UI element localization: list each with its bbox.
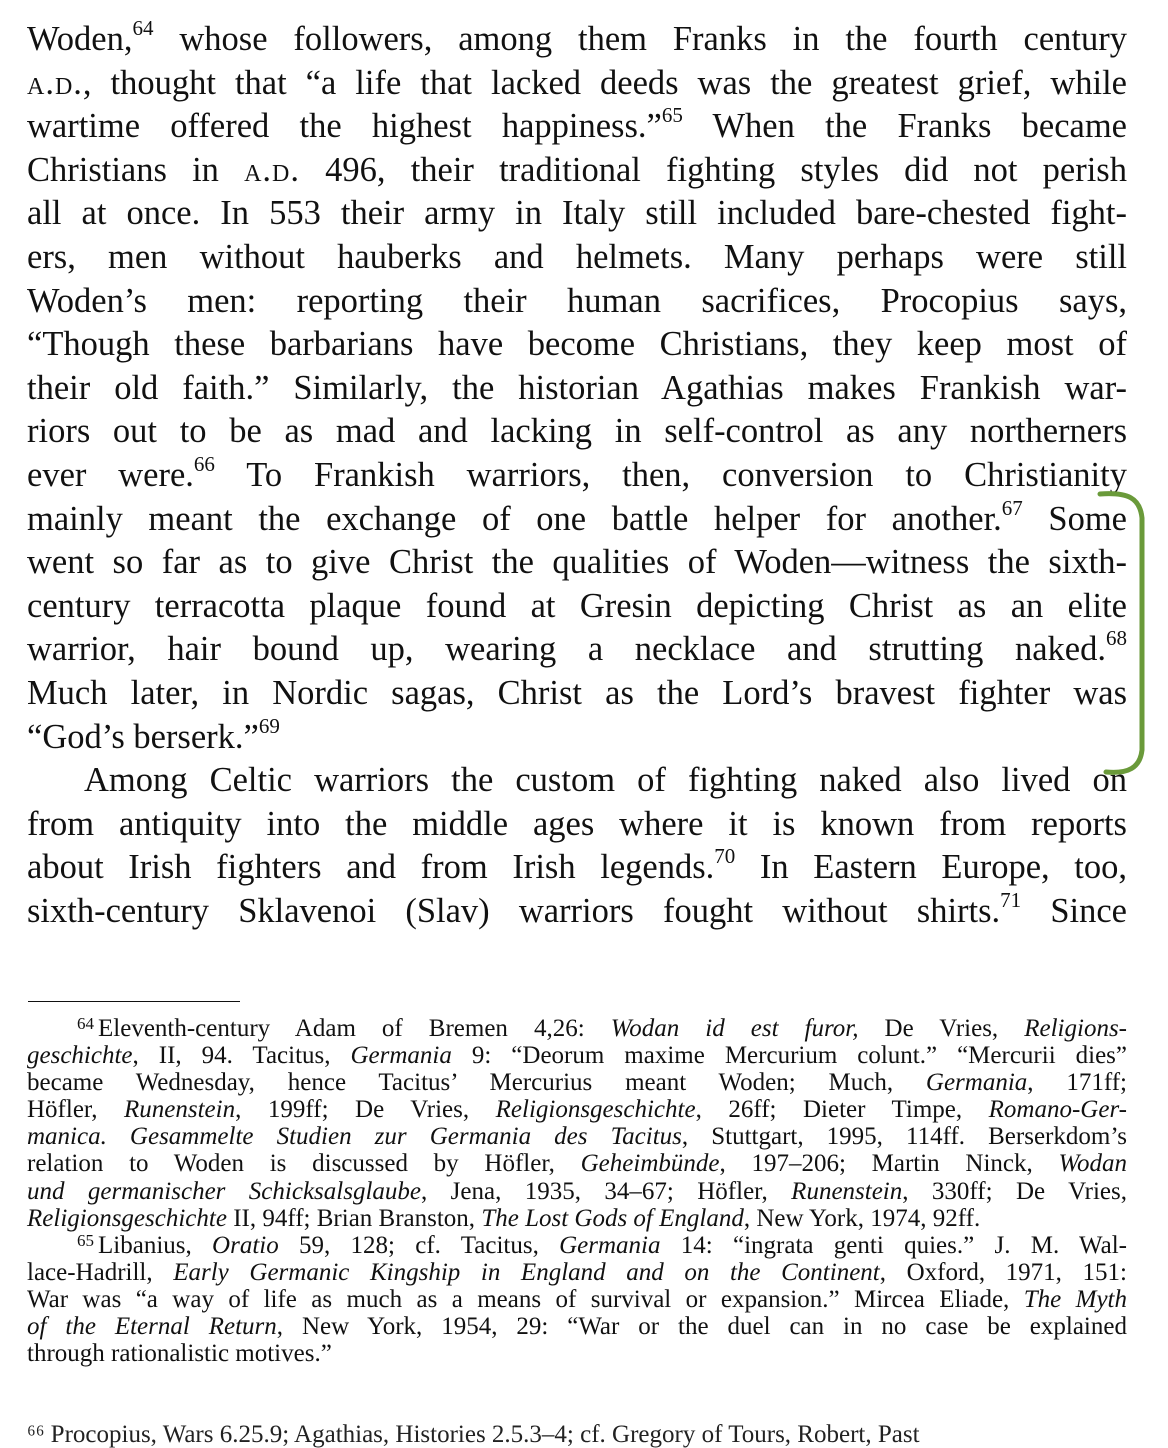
italic-title: Early Germanic Kingship in England and on the Continent [173,1258,880,1286]
footnote_lines-text: 59, 128; cf. Tacitus, [278,1231,560,1259]
footnote_lines-text: became Wednesday, hence Tacitus’ Mercurius meant Woden; Much, [27,1069,926,1097]
body_lines-line [27,803,1127,847]
footnote_lines-line [27,1232,1127,1259]
footnote_lines-text: , 171ff; [1027,1069,1127,1097]
body_lines-text: mainly meant the exchange of one battle helper for another. [27,499,1002,538]
body_lines-text: 496, their traditional fighting styles did not perish [300,150,1127,189]
footnote-reference: 69 [258,713,280,738]
footnote_lines-text: , 330ff; De Vries, [902,1177,1127,1205]
footnote_lines-line [27,1069,1127,1096]
italic-title: The Lost Gods of England [481,1204,744,1232]
body_lines-text: went so far as to give Christ the qualities of Woden—witness the sixth- [27,543,1127,582]
footnote_lines-text: , New York, 1974, 92ff. [743,1204,981,1232]
footnote_lines-text: Eleventh-century Adam of Bremen 4,26: [98,1015,611,1042]
italic-title: Germania [559,1231,661,1259]
body_lines-line [27,846,1127,890]
body_lines-line [27,495,1127,542]
body_lines-line [27,759,1127,803]
italic-title: Oratio [212,1231,279,1259]
footnote_lines-line [27,1340,1127,1367]
footnote_lines-text: relation to Woden is discussed by Höfler, [27,1150,581,1178]
body_lines-text: Much later, in Nordic sagas, Christ as the Lord’s bravest fighter was [27,673,1127,712]
footnote-reference: 71 [1000,887,1022,912]
body_lines-line [27,236,1127,280]
italic-title: The Myth [1023,1285,1127,1313]
body_lines-text: ever were. [27,455,194,494]
body_lines-line [27,541,1127,585]
small-caps-era: a.d. [244,150,300,189]
body_lines-line [27,713,1127,760]
footnote_lines-line [27,1178,1127,1205]
italic-title: geschichte [27,1042,133,1070]
body_lines-line [27,887,1127,934]
body_lines-line [27,410,1127,454]
footnote-reference: 67 [1001,495,1023,520]
italic-title: Religions- [1024,1015,1127,1042]
body_lines-text: “God’s berserk.” [27,717,259,756]
footnote_lines-line [27,1096,1127,1123]
body_lines-text: To Frankish warriors, then, conversion to Christianity [214,455,1127,494]
footnotes-block [27,1015,1127,1367]
footnote_lines-text: War was “a way of life as much as a means of survival or expansion.” Mircea Eliade, [27,1285,1024,1313]
body_lines-line [27,280,1127,324]
italic-title: Geheimbünde [580,1150,720,1178]
footnote-reference: 66 [193,451,215,476]
body_lines-text: When the Franks became [682,107,1127,146]
body_lines-line [27,62,1127,106]
body_lines-text: wartime offered the highest happiness.” [27,107,662,146]
body_lines-text: sixth-century Sklavenoi (Slav) warriors fought without shirts. [27,891,1001,930]
italic-title: Germania [925,1069,1028,1097]
cut-off-footnote-text: ⁶⁶ Procopius, Wars 6.25.9; Agathias, Histories 2.5.3–4; cf. Gregory of Tours, Robert, Past [27,1421,920,1448]
italic-title: Wodan id est furor, [610,1015,859,1042]
italic-title: manica. Gesammelte Studien zur Germania des Tacitus [27,1123,682,1151]
body_lines-text: from antiquity into the middle ages where it is known from reports [27,804,1127,843]
body_lines-line [27,367,1127,411]
footnote_lines-line [27,1042,1127,1069]
body_lines-text: about Irish fighters and from Irish legends. [27,848,715,887]
body_lines-text: Woden’s men: reporting their human sacrifices, Procopius says, [27,281,1127,320]
footnote-separator [28,1001,240,1002]
body_lines-line [27,18,1127,62]
footnote_lines-line [27,1123,1127,1150]
footnote_lines-text: , II, 94. Tacitus, [132,1042,351,1070]
body_lines-line [27,105,1127,149]
body_lines-line [27,585,1127,629]
body_lines-text: Since [1021,891,1127,930]
body_lines-text: In Eastern Europe, too, [735,848,1127,887]
body_lines-line [27,451,1127,498]
footnote_lines-text: , 26ff; Dieter Timpe, [695,1096,989,1124]
italic-title: Runenstein [124,1096,236,1124]
italic-title: Religionsgeschichte [495,1096,696,1124]
small-caps-era: a.d. [27,63,83,102]
footnote-number: 64 [77,1014,94,1033]
green-bracket-annotation [1098,488,1146,778]
body_lines-text: ers, men without hauberks and helmets. Many perhaps were still [27,237,1127,276]
body_lines-text: , thought that “a life that lacked deeds was the greatest grief, while [82,63,1127,102]
footnote-number: 65 [77,1230,94,1250]
footnote_lines-text: , Stuttgart, 1995, 114ff. Berserkdom’s [681,1123,1127,1151]
footnote_lines-text: II, 94ff; Brian Branston, [226,1204,482,1232]
body_lines-text: all at once. In 553 their army in Italy still included bare-chested fight- [27,194,1127,233]
footnote_lines-text: Höfler, [27,1096,125,1124]
footnote_lines-text: , Jena, 1935, 34–67; Höfler, [420,1177,792,1205]
footnote_lines-line [27,1313,1127,1340]
footnote_lines-text: , Oxford, 1971, 151: [879,1258,1127,1286]
cut-off-footnote-line [27,1421,1127,1448]
footnote-reference: 70 [714,844,736,869]
body_lines-text: Among Celtic warriors the custom of fighting naked also lived on [84,761,1127,800]
body_lines-line [27,192,1127,236]
footnote_lines-text: , 199ff; De Vries, [235,1096,496,1124]
italic-title: Romano-Ger- [988,1096,1127,1124]
footnote_lines-text: 14: “ingrata genti quies.” J. M. Wal- [660,1231,1127,1259]
body_lines-line [27,323,1127,367]
body_lines-text: Woden, [27,20,133,58]
footnote_lines-text: De Vries, [858,1015,1025,1042]
italic-title: Wodan [1058,1150,1127,1178]
body_lines-text: Christians in [27,150,245,189]
footnote_lines-line [27,1286,1127,1313]
footnote_lines-line [27,1205,1127,1232]
body_lines-line [27,672,1127,716]
italic-title: und germanischer Schicksalsglaube [27,1177,421,1205]
body_lines-text: century terracotta plaque found at Gresin depicting Christ as an elite [27,586,1127,625]
main-text-block [27,18,1127,933]
body_lines-text: riors out to be as mad and lacking in self-control as any northerners [27,412,1127,451]
body_lines-line [27,628,1127,672]
footnote_lines-text: , New York, 1954, 29: “War or the duel can in no case be explained [276,1313,1127,1341]
italic-title: of the Eternal Return [27,1313,277,1341]
body_lines-text: Some [1022,499,1127,538]
footnote_lines-text: Libanius, [98,1231,213,1259]
italic-title: Runenstein [791,1177,903,1205]
italic-title: Germania [350,1042,452,1070]
footnote_lines-line [27,1150,1127,1177]
body_lines-text: warrior, hair bound up, wearing a necklace and strutting naked. [27,630,1106,669]
footnote-reference: 65 [661,103,683,128]
footnote_lines-text: 9: “Deorum maxime Mercurium colunt.” “Mercurii dies” [451,1042,1127,1070]
footnote-reference: 68 [1106,626,1127,651]
body_lines-text: their old faith.” Similarly, the historian Agathias makes Frankish war- [27,368,1127,407]
body_lines-text: “Though these barbarians have become Christians, they keep most of [27,325,1127,364]
footnote_lines-line [27,1015,1127,1042]
italic-title: Religionsgeschichte [27,1204,227,1232]
footnote_lines-text: , 197–206; Martin Ninck, [719,1150,1059,1178]
footnote_lines-text: through rationalistic motives.” [27,1340,332,1368]
footnote_lines-line [27,1259,1127,1286]
footnote-reference: 64 [132,16,154,40]
footnote_lines-text: lace-Hadrill, [27,1258,174,1286]
body_lines-text: whose followers, among them Franks in the fourth century [153,20,1127,58]
body_lines-line [27,149,1127,193]
